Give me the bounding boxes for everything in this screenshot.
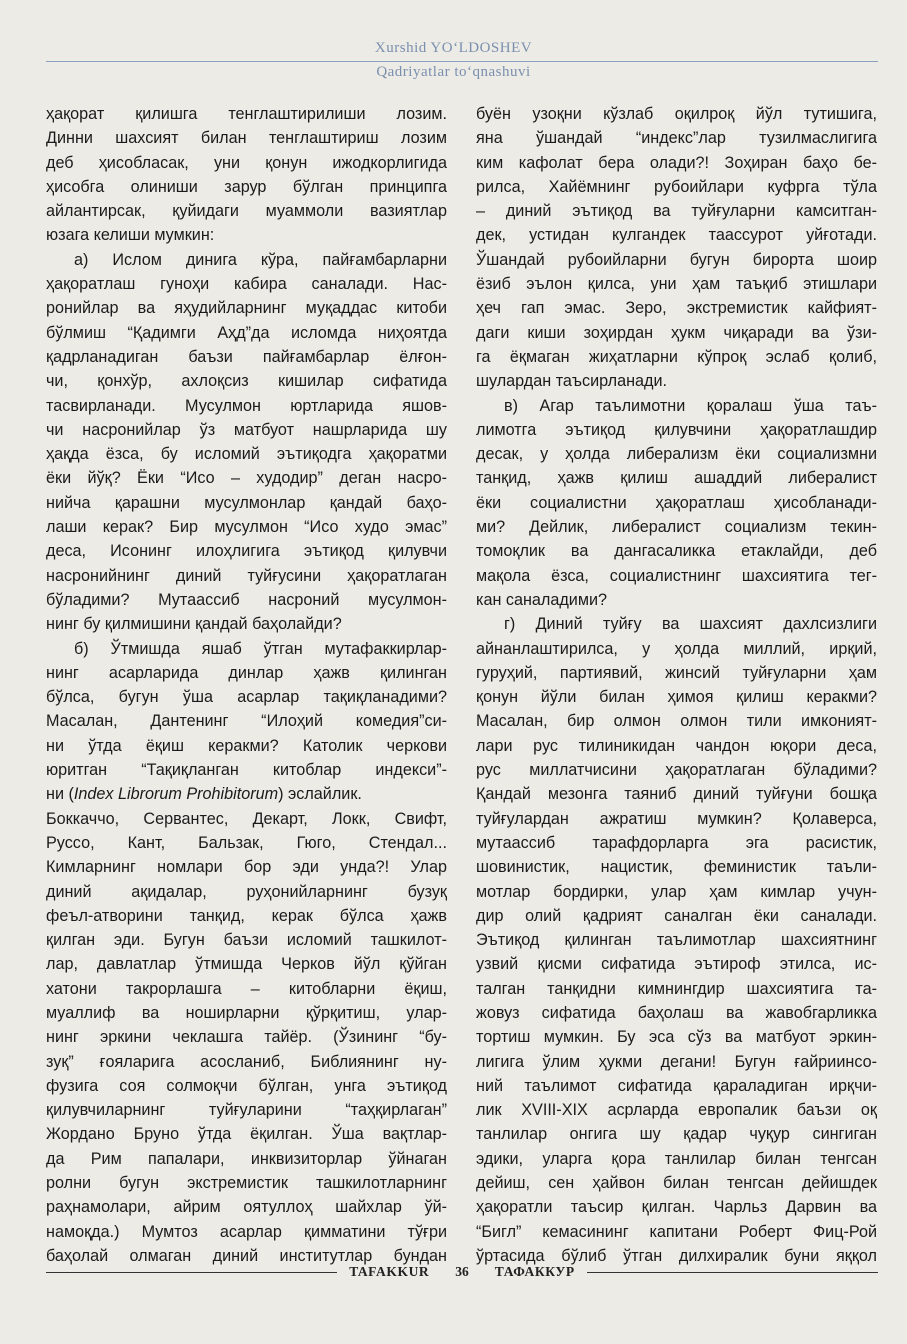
text-line: рус миллатчисини ҳақоратлаган бўладими? (476, 761, 877, 780)
text-line: феъл-атворини танқид, керак бўлса ҳажв (46, 906, 447, 925)
text-line: талган танқидни кимнингдир шахсиятига та- (476, 979, 877, 998)
text-line: намоқда.) Мумтоз асарлар қимматини тўғри (46, 1222, 447, 1241)
text-line: бўлмиш “Қадимги Аҳд”да исломда ниҳоятда (46, 323, 447, 342)
text-line: тасвирланади. Мусулмон юртларида яшов- (46, 396, 447, 415)
latin-title-italic: Index Librorum Prohibitorum (73, 785, 279, 804)
footer-journal-name-latin: TAFAKKUR (349, 1264, 430, 1279)
text-line: хатони такрорлашга – китобларни ёқиш, (46, 979, 447, 998)
text-run: ) эслайлик. (278, 785, 362, 804)
text-line: кан саналадими? (476, 590, 608, 609)
text-line: ёки социалистни ҳақоратлаш ҳисобланади- (476, 493, 877, 512)
text-line: Масалан, Дантенинг “Илоҳий комедия”си- (46, 712, 447, 731)
text-line: қадрланадиган баъзи пайғамбарлар ёлғон- (46, 347, 447, 366)
text-line: Масалан, бир олмон олмон тили имконият- (476, 712, 877, 731)
text-line: ҳақоратлаш гуноҳи кабира саналади. Нас- (46, 275, 447, 294)
left-text-column (46, 102, 447, 1268)
text-line: мотлар бордирки, улар ҳам кимлар учун- (476, 882, 877, 901)
text-line: танқид, ҳажв қилиш ашаддий либералист (476, 469, 877, 488)
text-line: ҳеч гап эмас. Зеро, экстремистик кайфият- (476, 299, 877, 318)
text-line: – диний эътиқод ва туйғуларни камситган- (476, 202, 877, 221)
text-line-with-italic (46, 782, 447, 806)
page-number: 36 (455, 1264, 469, 1279)
text-line: шовинистик, нацистик, феминистик таъли- (476, 858, 877, 877)
text-line: лари рус тилиникидан чандон юқори деса, (476, 736, 877, 755)
text-line: деб ҳисобласак, уни қонун ижодкорлигида (46, 153, 447, 172)
text-line: ёки йўқ? Ёки “Исо – худодир” деган насро- (46, 469, 447, 488)
text-run: ни ( (46, 785, 74, 804)
text-line: Руссо, Кант, Бальзак, Гюго, Стендал... (46, 833, 447, 852)
text-line: Кимларнинг номлари бор эди унда?! Улар (46, 858, 447, 877)
text-line: г) Диний туйғу ва шахсият дахлсизлиги (504, 615, 877, 634)
text-line: нинг эркини чеклашга тайёр. (Ўзининг “бу- (46, 1028, 447, 1047)
text-line: лик XVIII-XIX асрларда европалик баъзи оқ (476, 1101, 877, 1120)
text-line: эдики, уларга қора танлилар билан тенгсан (476, 1149, 877, 1168)
header-divider (46, 61, 878, 62)
text-line: нинг асарларида динлар ҳажв қилинган (46, 663, 447, 682)
text-line: ўртасида бўлиб ўтган дилхиралик буни яққол (476, 1246, 877, 1265)
text-line: даги киши зоҳирдан ҳукм чиқаради ва ўзи- (476, 323, 877, 342)
text-line: “Бигл” кемасининг капитани Роберт Фиц-Рой (476, 1222, 877, 1241)
running-header-author: Xurshid YO‘LDOSHEV (374, 40, 533, 56)
text-line: га ёқмаган жиҳатларни кўпроқ эслаб қолиб, (476, 347, 877, 366)
text-line: томоқлик ва дангасаликка етаклайди, деб (476, 542, 877, 561)
text-line: Қандай мезонга таяниб диний туйғуни бошқа (476, 785, 877, 804)
text-line: ҳақоратли таъсир қилган. Чарльз Дарвин ва (476, 1198, 877, 1217)
text-line: шулардан таъсирланади. (476, 372, 668, 391)
text-line: яна ўшандай “индекс”лар тузилмаслигига (476, 129, 877, 148)
text-line: дек, устидан кулгандек таассурот уйғотади. (476, 226, 877, 245)
text-line: қилувчиларнинг туйғуларини “таҳқирлаган” (46, 1101, 447, 1120)
right-text-column (476, 102, 877, 1268)
text-line: лигига ўлим ҳукми дегани! Бугун ғайриинсо- (476, 1052, 877, 1071)
text-line: мутаассиб тарафдорларга эга расистик, (476, 833, 877, 852)
running-header-subtitle: Qadriyatlar to‘qnashuvi (376, 64, 531, 80)
text-line: қилган эди. Бугун баъзи исломий ташкилот- (46, 931, 447, 950)
text-line: бўлса, бугун ўша асарлар тақиқланадими? (46, 688, 447, 707)
text-line: диний ақидалар, руҳонийларнинг бузуқ (46, 882, 447, 901)
text-line: ний таълимот сифатида қараладиган ирқчи- (476, 1076, 877, 1095)
text-line: а) Ислом динига кўра, пайғамбарларни (74, 250, 447, 269)
text-line: бўладими? Мутаассиб насроний мусулмон- (46, 590, 447, 609)
text-line: ронийлар ва яҳудийларнинг муқаддас китоби (46, 299, 447, 318)
text-line: юзага келиши мумкин: (46, 226, 215, 245)
text-line: зуқ” ғояларига асосланиб, Библиянинг ну- (46, 1052, 447, 1071)
text-line: баҳолай олмаган диний институтлар бундан (46, 1246, 447, 1265)
text-line: ҳақда ёзса, бу исломий эътиқодга ҳақоратми (46, 445, 447, 464)
text-line: мақола ёзса, социалистнинг шахсиятига тег- (476, 566, 877, 585)
text-line: жовуз сифатида баҳолаш ва жавобгарликка (476, 1003, 877, 1022)
text-line: ролни бугун экстремистик ташкилотларнинг (46, 1174, 447, 1193)
text-line: раҳнамолари, айрим оятуллоҳ шайхлар ўй- (46, 1198, 447, 1217)
text-line: буён узоқни кўзлаб оқилроқ йўл тутишига, (476, 105, 877, 123)
text-line: Боккаччо, Сервантес, Декарт, Локк, Свифт, (46, 809, 447, 828)
text-line: Эътиқод қилинган таълимотлар шахсиятнинг (476, 931, 877, 950)
text-line: ни ўтда ёқиш керакми? Католик черкови (46, 736, 447, 755)
text-line: ми? Дейлик, либералист социализм текин- (476, 518, 877, 537)
text-line: ёзиб эълон қилса, уни ҳам таъқиб этишлари (476, 275, 877, 294)
text-line: ҳисобга олиниши зарур бўлган принципга (46, 177, 447, 196)
text-line: чи насронийлар ўз матбуот нашрларида шу (46, 420, 447, 439)
text-line: лимотга эътиқод қилувчини ҳақоратлашдир (476, 420, 877, 439)
text-line: айлантирсак, қуйидаги муаммоли вазиятлар (46, 202, 447, 221)
text-line: фузига соя солмоқчи бўлган, унга эътиқод (46, 1076, 447, 1095)
text-line: нийча қарашни мусулмонлар қандай баҳо- (46, 493, 447, 512)
footer-rule-left (46, 1272, 337, 1273)
text-line: юритган “Тақиқланган китоблар индекси”- (46, 761, 447, 780)
text-line: б) Ўтмишда яшаб ўтган мутафаккирлар- (74, 639, 447, 658)
text-line: туйғулардан ажратиш мумкин? Қолаверса, (476, 809, 877, 828)
text-line: лаши керак? Бир мусулмон “Исо худо эмас” (46, 518, 447, 537)
text-line: да Рим папалари, инквизиторлар ўйнаган (46, 1149, 447, 1168)
text-line: нинг бу қилмишини қандай баҳолайди? (46, 615, 342, 634)
text-line: насронийнинг диний туйғусини ҳақоратлаган (46, 566, 447, 585)
text-line: ким кафолат бера олади?! Зоҳиран баҳо бе- (476, 153, 877, 172)
text-line: муаллиф ва ноширларни қўрқитиш, улар- (46, 1003, 447, 1022)
text-line: Динни шахсият билан тенглаштириш лозим (46, 129, 447, 148)
text-line: дейиш, сен ҳайвон билан тенгсан дейишдек (476, 1174, 877, 1193)
footer-journal-name-cyrillic: ТАФАККУР (494, 1264, 575, 1279)
page-footer (46, 1262, 878, 1282)
text-line: қонун йўли билан ҳимоя қилиш керакми? (476, 688, 877, 707)
text-line: Жордано Бруно ўтда ёқилган. Ўша вақтлар- (46, 1125, 447, 1144)
text-line: узвий қисми сифатида эътироф этилса, ис- (476, 955, 877, 974)
text-line: лар, давлатлар ўтмишда Черков йўл қўйган (46, 955, 447, 974)
text-line: рилса, Хайёмнинг рубоийлари куфрга тўла (476, 177, 877, 196)
text-line: тортиш мумкин. Бу эса сўз ва матбуот эркин- (476, 1028, 877, 1047)
text-line: танлилар онгига шу қадар чуқур сингиган (476, 1125, 877, 1144)
text-line: в) Агар таълимотни қоралаш ўша таъ- (504, 396, 877, 415)
text-line: чи, қонхўр, ахлоқсиз кишилар сифатида (46, 372, 447, 391)
footer-rule-right (587, 1272, 878, 1273)
text-line: дир олий қадрият саналган ёки саналади. (476, 906, 877, 925)
text-line: деса, Исонинг илоҳлигига эътиқод қилувчи (46, 542, 447, 561)
text-line: Ўшандай рубоийларни бугун бирорта шоир (476, 250, 877, 269)
text-line: ҳақорат қилишга тенглаштирилиши лозим. (46, 105, 447, 123)
text-line: десак, у ҳолда либерализм ёки социализмни (476, 445, 877, 464)
text-line: гуруҳий, партиявий, жинсий туйғуларни ҳам (476, 663, 877, 682)
text-line: айнанлаштирилса, у ҳолда миллий, ирқий, (476, 639, 877, 658)
